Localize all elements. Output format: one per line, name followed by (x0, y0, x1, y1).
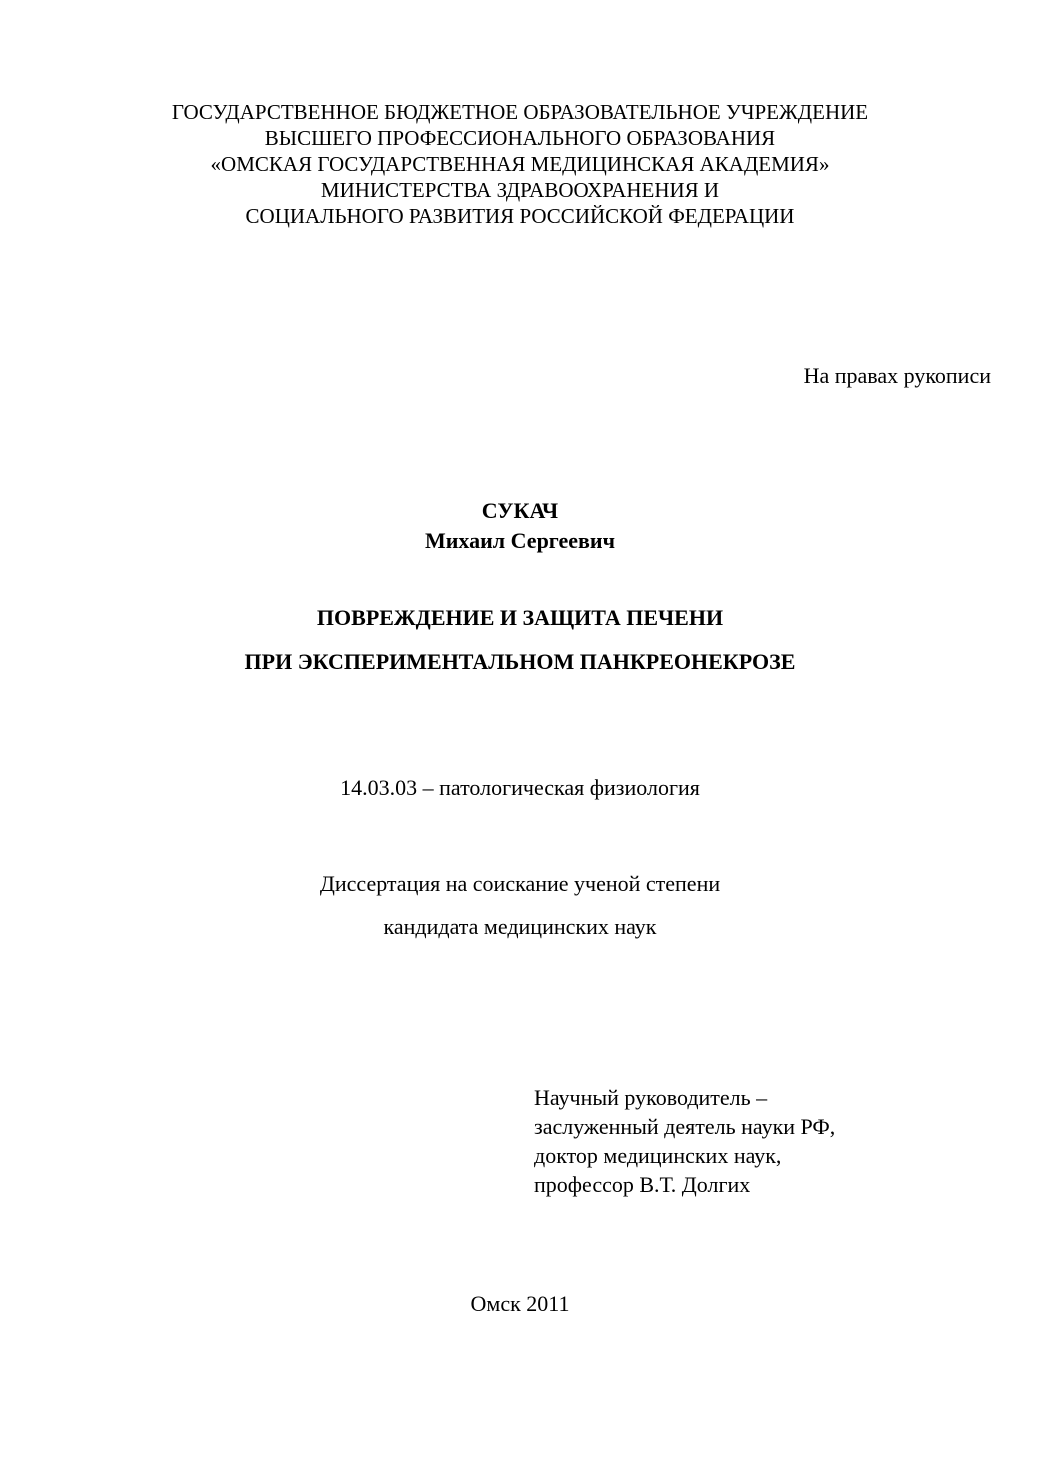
institution-line: ВЫСШЕГО ПРОФЕССИОНАЛЬНОГО ОБРАЗОВАНИЯ (264, 126, 776, 150)
author-surname: СУКАЧ (481, 498, 559, 523)
institution-line: ГОСУДАРСТВЕННОЕ БЮДЖЕТНОЕ ОБРАЗОВАТЕЛЬНОЕ УЧРЕЖДЕНИЕ (171, 100, 869, 124)
degree-line: Диссертация на соискание ученой степени (319, 871, 721, 896)
institution-header (75, 99, 965, 229)
supervisor-line: профессор В.Т. Долгих (534, 1172, 751, 1197)
degree-statement (75, 862, 965, 948)
supervisor-line: заслуженный деятель науки РФ, (534, 1114, 836, 1139)
institution-line: СОЦИАЛЬНОГО РАЗВИТИЯ РОССИЙСКОЙ ФЕДЕРАЦИИ (245, 204, 795, 228)
title-line: ПОВРЕЖДЕНИЕ И ЗАЩИТА ПЕЧЕНИ (316, 605, 724, 630)
manuscript-note: На правах рукописи (803, 363, 991, 388)
author-block (75, 496, 965, 556)
degree-line: кандидата медицинских наук (383, 914, 657, 939)
institution-line: «ОМСКАЯ ГОСУДАРСТВЕННАЯ МЕДИЦИНСКАЯ АКАДЕМИЯ» (210, 152, 830, 176)
title-line: ПРИ ЭКСПЕРИМЕНТАЛЬНОМ ПАНКРЕОНЕКРОЗЕ (244, 649, 796, 674)
author-given-names: Михаил Сергеевич (424, 528, 616, 553)
supervisor-line: Научный руководитель – (534, 1085, 768, 1110)
supervisor-line: доктор медицинских наук, (534, 1143, 782, 1168)
institution-line: МИНИСТЕРСТВА ЗДРАВООХРАНЕНИЯ И (320, 178, 720, 202)
specialty-code: 14.03.03 – патологическая физиология (340, 775, 700, 800)
dissertation-title (75, 596, 965, 684)
city-year: Омск 2011 (470, 1291, 570, 1316)
supervisor-block (534, 1083, 835, 1199)
